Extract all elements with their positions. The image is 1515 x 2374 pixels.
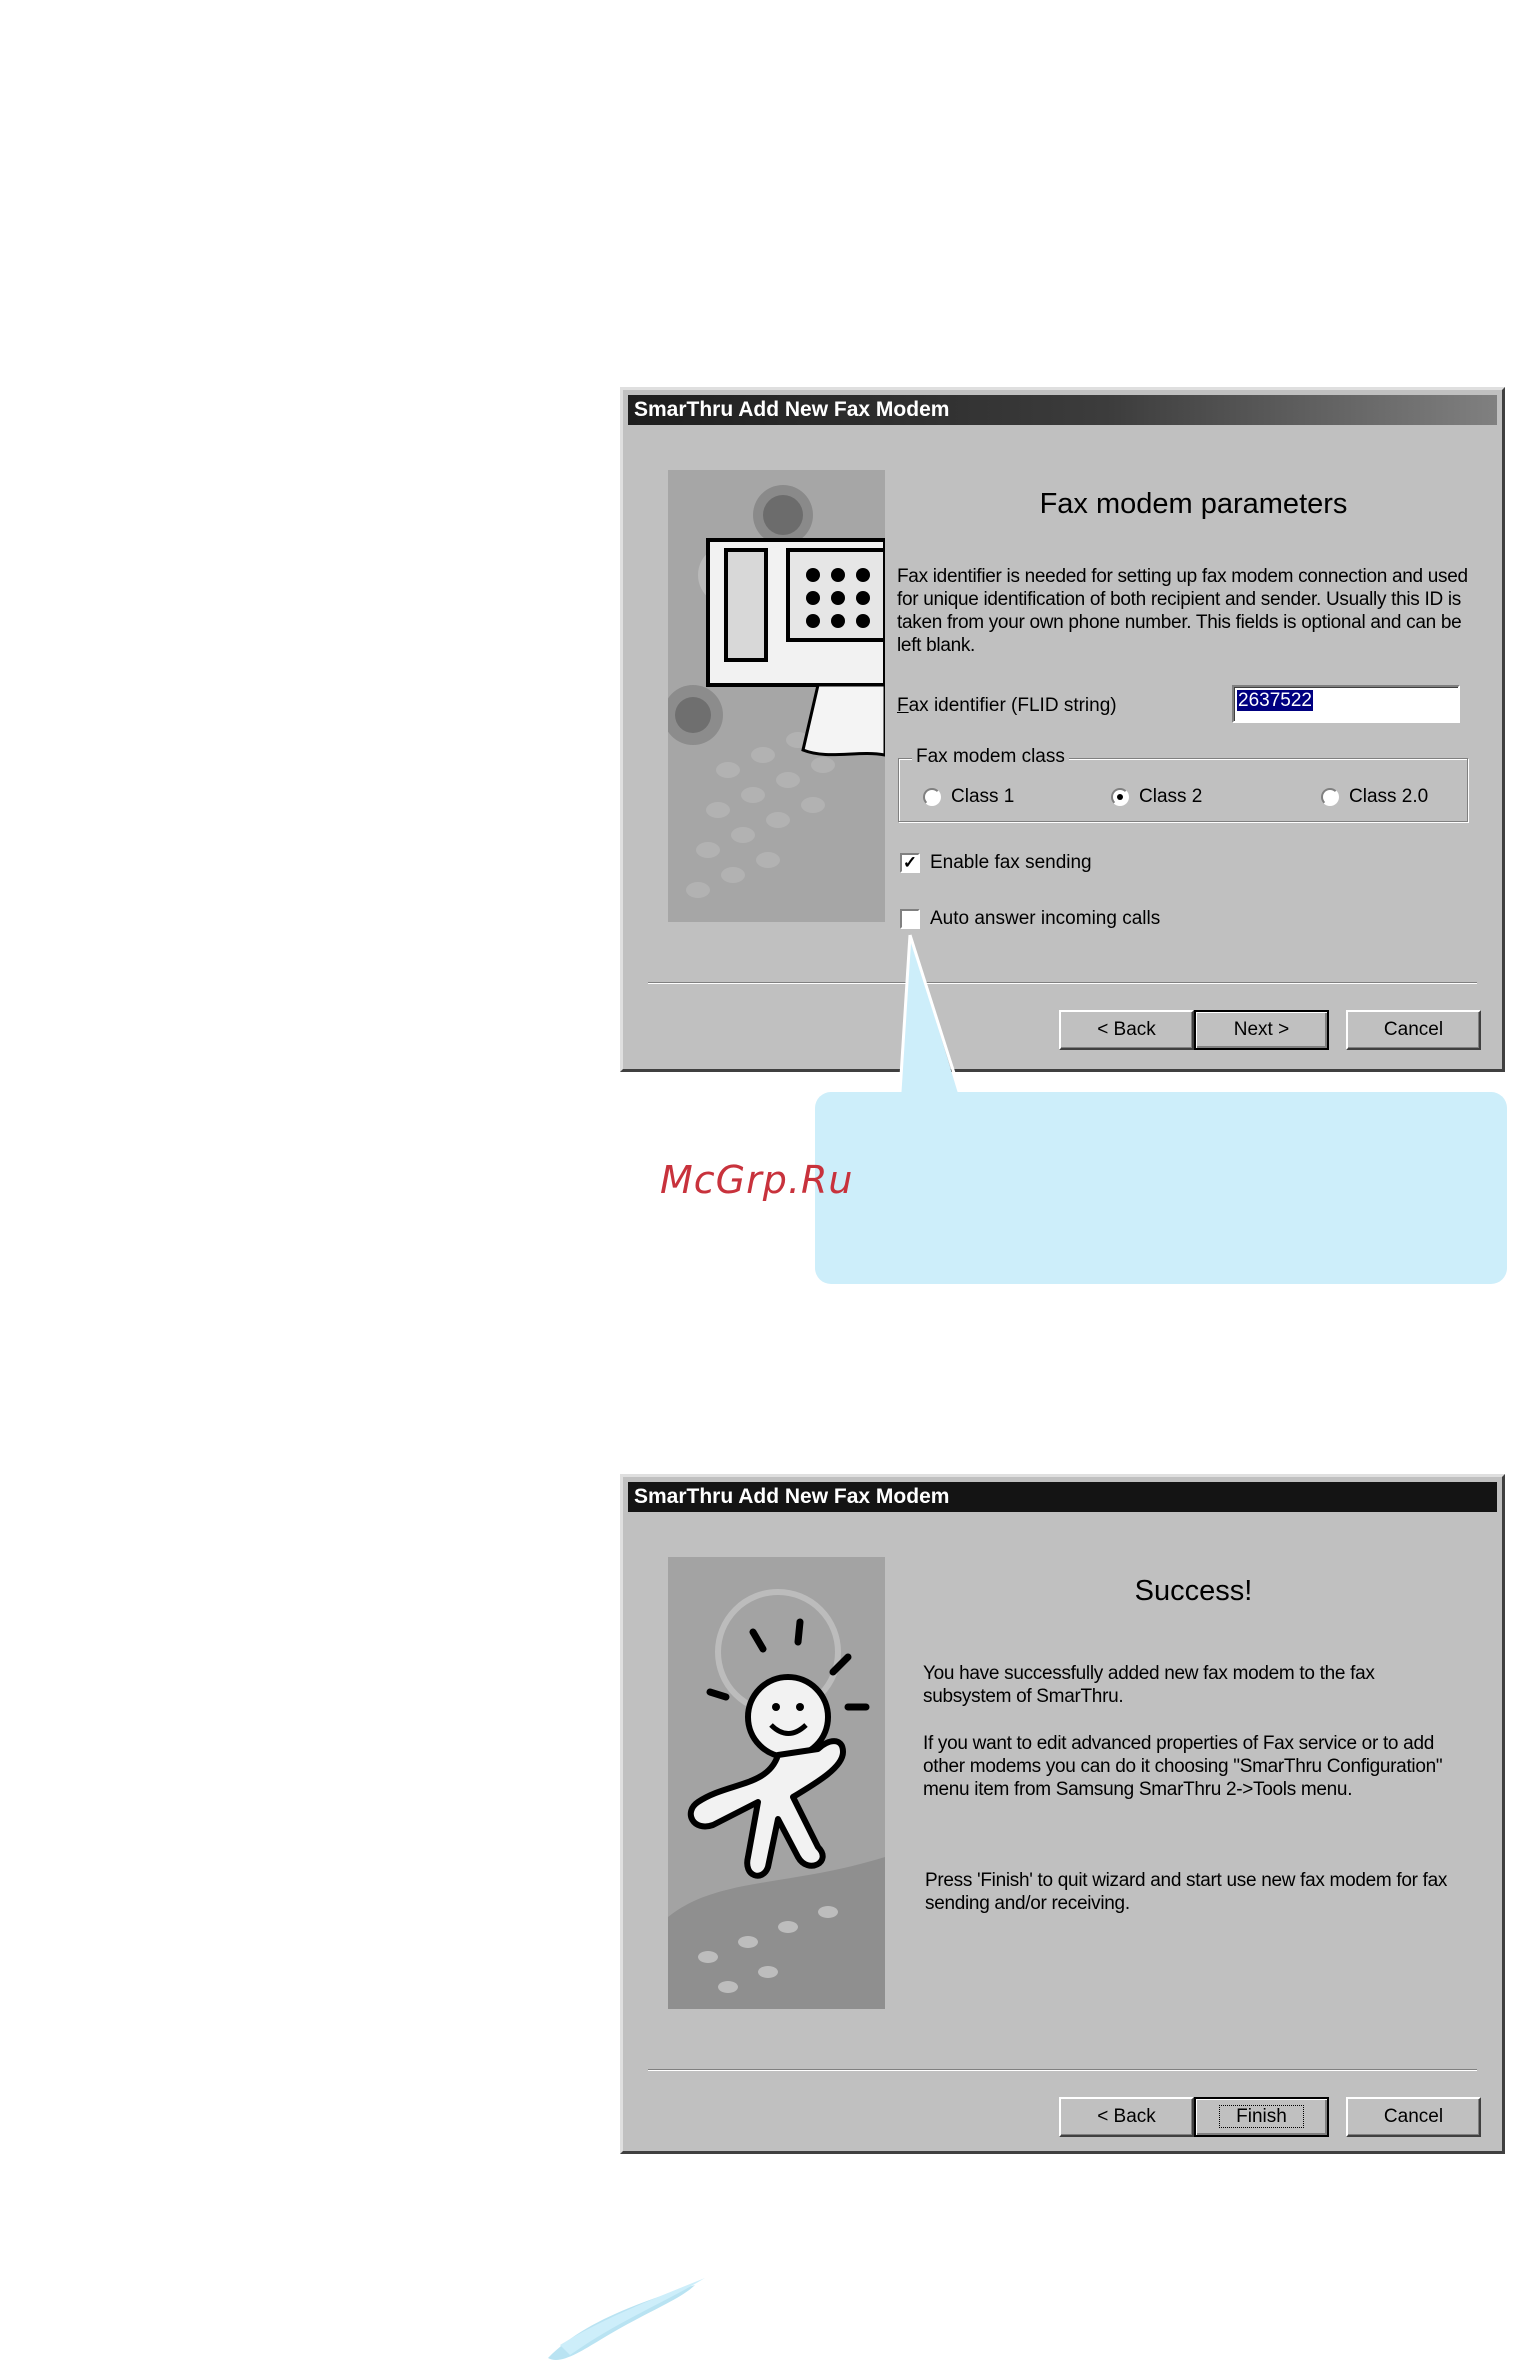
cancel-button[interactable]: Cancel — [1346, 1010, 1481, 1050]
radio-button-selected-icon — [1111, 788, 1129, 806]
finish-button[interactable]: Finish — [1194, 2097, 1329, 2137]
auto-answer-checkbox[interactable] — [900, 908, 1160, 930]
finish-instructions: Press 'Finish' to quit wizard and start use new fax modem for fax sending and/or receiving. — [925, 1870, 1448, 1914]
page-heading: Success! — [1134, 1575, 1253, 1607]
callout-bubble — [815, 1092, 1507, 1284]
radio-label: Class 2.0 — [1349, 786, 1429, 807]
dialog-title: SmarThru Add New Fax Modem — [628, 1482, 1497, 1512]
radio-button-icon — [923, 788, 941, 806]
fax-id-label: Fax identifier (FLID string) — [897, 695, 1117, 716]
happy-figure-illustration — [668, 1557, 885, 2009]
button-separator — [648, 982, 1477, 984]
radio-label: Class 1 — [951, 786, 1015, 807]
fax-modem-parameters-dialog — [620, 387, 1505, 1072]
fax-id-description: Fax identifier is needed for setting up fax modem connection and used for unique identification of both recipient and sender. Usually this ID is taken from your own phone number. This fields is optional and can be left blank. — [897, 566, 1468, 656]
radio-class-2[interactable] — [1111, 786, 1202, 808]
radio-class-1[interactable] — [923, 786, 1014, 808]
checkmark-icon: ✓ — [900, 853, 920, 873]
page-heading: Fax modem parameters — [1039, 488, 1348, 520]
enable-fax-sending-label: Enable fax sending — [930, 852, 1092, 873]
success-dialog — [620, 1474, 1505, 2154]
advanced-properties-info: If you want to edit advanced properties of Fax service or to add other modems you can do it choosing "SmarThru Configuration" menu item from Samsung SmarThru 2->Tools menu. — [923, 1733, 1443, 1800]
back-button[interactable]: < Back — [1059, 1010, 1194, 1050]
fax-machine-illustration — [668, 470, 885, 922]
fax-id-input[interactable]: 2637522 — [1232, 685, 1460, 723]
auto-answer-label: Auto answer incoming calls — [930, 908, 1161, 929]
radio-class-2-0[interactable] — [1321, 786, 1428, 808]
enable-fax-sending-checkbox[interactable] — [900, 852, 1092, 874]
fax-modem-class-label: Fax modem class — [912, 746, 1069, 768]
dialog-title: SmarThru Add New Fax Modem — [628, 395, 1497, 425]
happy-figure-icon — [668, 1557, 885, 2009]
checkbox-empty-icon — [900, 909, 920, 929]
back-button[interactable]: < Back — [1059, 2097, 1194, 2137]
cancel-button[interactable]: Cancel — [1346, 2097, 1481, 2137]
success-message: You have successfully added new fax modem to the fax subsystem of SmarThru. — [923, 1663, 1375, 1707]
radio-button-icon — [1321, 788, 1339, 806]
fax-machine-icon — [668, 470, 885, 922]
button-separator — [648, 2069, 1477, 2071]
next-button[interactable]: Next > — [1194, 1010, 1329, 1050]
watermark-text: McGrp.Ru — [660, 1158, 854, 1202]
radio-label: Class 2 — [1139, 786, 1203, 807]
brush-stroke-decoration — [540, 2270, 720, 2370]
